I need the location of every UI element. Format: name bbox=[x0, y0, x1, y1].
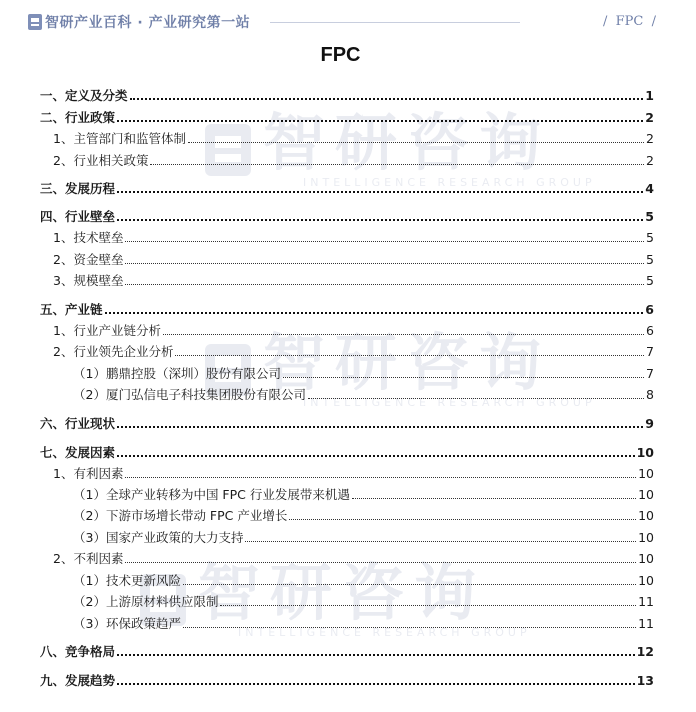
watermark-en-text: INTELLIGENCE RESEARCH GROUP bbox=[238, 626, 531, 639]
toc-entry-page: 4 bbox=[645, 181, 654, 196]
toc-dot-leader bbox=[125, 241, 644, 242]
toc-entry-title: 1、行业产业链分析 bbox=[53, 323, 161, 338]
toc-entry-page: 5 bbox=[645, 209, 654, 224]
toc-entry-title: （2）厦门弘信电子科技集团股份有限公司 bbox=[73, 387, 306, 402]
toc-dot-leader bbox=[117, 654, 635, 656]
toc-dot-leader bbox=[125, 477, 636, 478]
toc-entry-page: 13 bbox=[636, 673, 654, 688]
toc-entry[interactable] bbox=[40, 671, 654, 689]
toc-entry-page: 1 bbox=[645, 88, 654, 103]
toc-entry[interactable] bbox=[40, 129, 654, 147]
toc-entry-page: 10 bbox=[638, 573, 654, 588]
toc-entry-title: 2、不利因素 bbox=[53, 551, 124, 566]
toc-entry[interactable] bbox=[40, 549, 654, 567]
toc-dot-leader bbox=[150, 164, 644, 165]
toc-dot-leader bbox=[130, 98, 644, 100]
toc-dot-leader bbox=[183, 584, 636, 585]
toc-dot-leader bbox=[117, 683, 635, 685]
toc-entry[interactable] bbox=[40, 642, 654, 660]
watermark-en-text: INTELLIGENCE RESEARCH GROUP bbox=[303, 396, 596, 409]
toc-entry[interactable] bbox=[40, 250, 654, 268]
toc-entry-title: （3）国家产业政策的大力支持 bbox=[73, 530, 244, 545]
toc-entry-page: 6 bbox=[645, 302, 654, 317]
toc-dot-leader bbox=[308, 398, 644, 399]
toc-entry-title: （1）鹏鼎控股（深圳）股份有限公司 bbox=[73, 366, 281, 381]
toc-entry-title: （2）下游市场增长带动 FPC 产业增长 bbox=[73, 508, 288, 523]
toc-entry-title: 2、行业相关政策 bbox=[53, 153, 149, 168]
toc-entry[interactable] bbox=[40, 528, 654, 546]
toc-dot-leader bbox=[188, 142, 644, 143]
toc-entry-title: 九、发展趋势 bbox=[40, 673, 116, 688]
toc-entry[interactable] bbox=[40, 108, 654, 126]
toc-entry[interactable] bbox=[40, 385, 654, 403]
toc-entry-page: 2 bbox=[646, 131, 654, 146]
toc-entry-title: 四、行业壁垒 bbox=[40, 209, 116, 224]
breadcrumb: / FPC / bbox=[602, 14, 656, 29]
toc-entry[interactable] bbox=[40, 151, 654, 169]
toc-dot-leader bbox=[125, 284, 644, 285]
toc-entry-page: 5 bbox=[646, 252, 654, 267]
toc-entry[interactable] bbox=[40, 364, 654, 382]
toc-entry-page: 8 bbox=[646, 387, 654, 402]
toc-dot-leader bbox=[245, 541, 636, 542]
toc-entry-title: 五、产业链 bbox=[40, 302, 103, 317]
toc-entry-title: （1）技术更新风险 bbox=[73, 573, 181, 588]
toc-dot-leader bbox=[352, 498, 636, 499]
toc-entry[interactable] bbox=[40, 464, 654, 482]
toc-dot-leader bbox=[117, 120, 643, 122]
toc-entry-page: 10 bbox=[638, 551, 654, 566]
toc-entry-title: （2）上游原材料供应限制 bbox=[73, 594, 219, 609]
toc-dot-leader bbox=[125, 562, 636, 563]
toc-entry-page: 11 bbox=[638, 594, 654, 609]
watermark-cn-text: 智研咨询 bbox=[263, 106, 552, 179]
brand-logo-icon bbox=[28, 14, 42, 30]
toc-entry[interactable] bbox=[40, 228, 654, 246]
toc-entry-title: 七、发展因素 bbox=[40, 445, 116, 460]
watermark-en-text: INTELLIGENCE RESEARCH GROUP bbox=[303, 176, 596, 189]
toc-entry-title: 3、规模壁垒 bbox=[53, 273, 124, 288]
header-divider bbox=[270, 22, 520, 23]
toc-dot-leader bbox=[117, 455, 635, 457]
toc-entry[interactable] bbox=[40, 443, 654, 461]
toc-entry-title: 三、发展历程 bbox=[40, 181, 116, 196]
toc-entry[interactable] bbox=[40, 271, 654, 289]
toc-entry-title: 二、行业政策 bbox=[40, 110, 116, 125]
toc-dot-leader bbox=[117, 219, 643, 221]
toc-entry[interactable] bbox=[40, 414, 654, 432]
toc-entry[interactable] bbox=[40, 592, 654, 610]
toc-entry-page: 2 bbox=[646, 153, 654, 168]
toc-dot-leader bbox=[125, 263, 644, 264]
page-header bbox=[0, 0, 696, 40]
toc-entry-title: 六、行业现状 bbox=[40, 416, 116, 431]
toc-entry-page: 5 bbox=[646, 273, 654, 288]
watermark-cn-text: 智研咨询 bbox=[263, 326, 552, 399]
toc-entry-page: 10 bbox=[638, 466, 654, 481]
toc-entry-page: 5 bbox=[646, 230, 654, 245]
toc-dot-leader bbox=[183, 627, 636, 628]
toc-entry-page: 7 bbox=[646, 344, 654, 359]
toc-entry-title: 2、资金壁垒 bbox=[53, 252, 124, 267]
toc-entry-title: 八、竞争格局 bbox=[40, 644, 116, 659]
toc-entry[interactable] bbox=[40, 571, 654, 589]
toc-entry[interactable] bbox=[40, 86, 654, 104]
toc-entry-title: （3）环保政策趋严 bbox=[73, 616, 181, 631]
toc-dot-leader bbox=[289, 519, 636, 520]
toc-dot-leader bbox=[117, 191, 643, 193]
brand-logo-text: 智研产业百科 · 产业研究第一站 bbox=[45, 15, 251, 31]
toc-entry[interactable] bbox=[40, 179, 654, 197]
toc-entry-title: 1、有利因素 bbox=[53, 466, 124, 481]
toc-entry-page: 10 bbox=[636, 445, 654, 460]
toc-entry-title: 1、主管部门和监管体制 bbox=[53, 131, 186, 146]
brand-logo[interactable] bbox=[28, 12, 250, 32]
toc-entry-title: 1、技术壁垒 bbox=[53, 230, 124, 245]
toc-entry[interactable] bbox=[40, 614, 654, 632]
toc-entry-page: 10 bbox=[638, 530, 654, 545]
toc-entry-page: 7 bbox=[646, 366, 654, 381]
toc-entry[interactable] bbox=[40, 207, 654, 225]
toc-dot-leader bbox=[175, 355, 644, 356]
toc-entry-title: 一、定义及分类 bbox=[40, 88, 128, 103]
toc-dot-leader bbox=[105, 312, 644, 314]
toc-dot-leader bbox=[117, 426, 643, 428]
toc-entry-title: 2、行业领先企业分析 bbox=[53, 344, 174, 359]
toc-entry[interactable] bbox=[40, 300, 654, 318]
watermark-cn-text: 智研咨询 bbox=[198, 556, 487, 629]
toc-entry-title: （1）全球产业转移为中国 FPC 行业发展带来机遇 bbox=[73, 487, 350, 502]
toc-entry-page: 10 bbox=[638, 487, 654, 502]
toc-dot-leader bbox=[283, 377, 644, 378]
toc-entry[interactable] bbox=[40, 506, 654, 524]
toc-entry[interactable] bbox=[40, 485, 654, 503]
toc-dot-leader bbox=[220, 605, 636, 606]
toc-entry-page: 6 bbox=[646, 323, 654, 338]
document-title: FPC bbox=[320, 44, 361, 66]
toc-entry-page: 10 bbox=[638, 508, 654, 523]
toc-entry-page: 11 bbox=[638, 616, 654, 631]
toc-entry-page: 2 bbox=[645, 110, 654, 125]
toc-entry-page: 12 bbox=[636, 644, 654, 659]
toc-entry[interactable] bbox=[40, 321, 654, 339]
toc-entry[interactable] bbox=[40, 342, 654, 360]
toc-dot-leader bbox=[163, 334, 644, 335]
toc-entry-page: 9 bbox=[645, 416, 654, 431]
